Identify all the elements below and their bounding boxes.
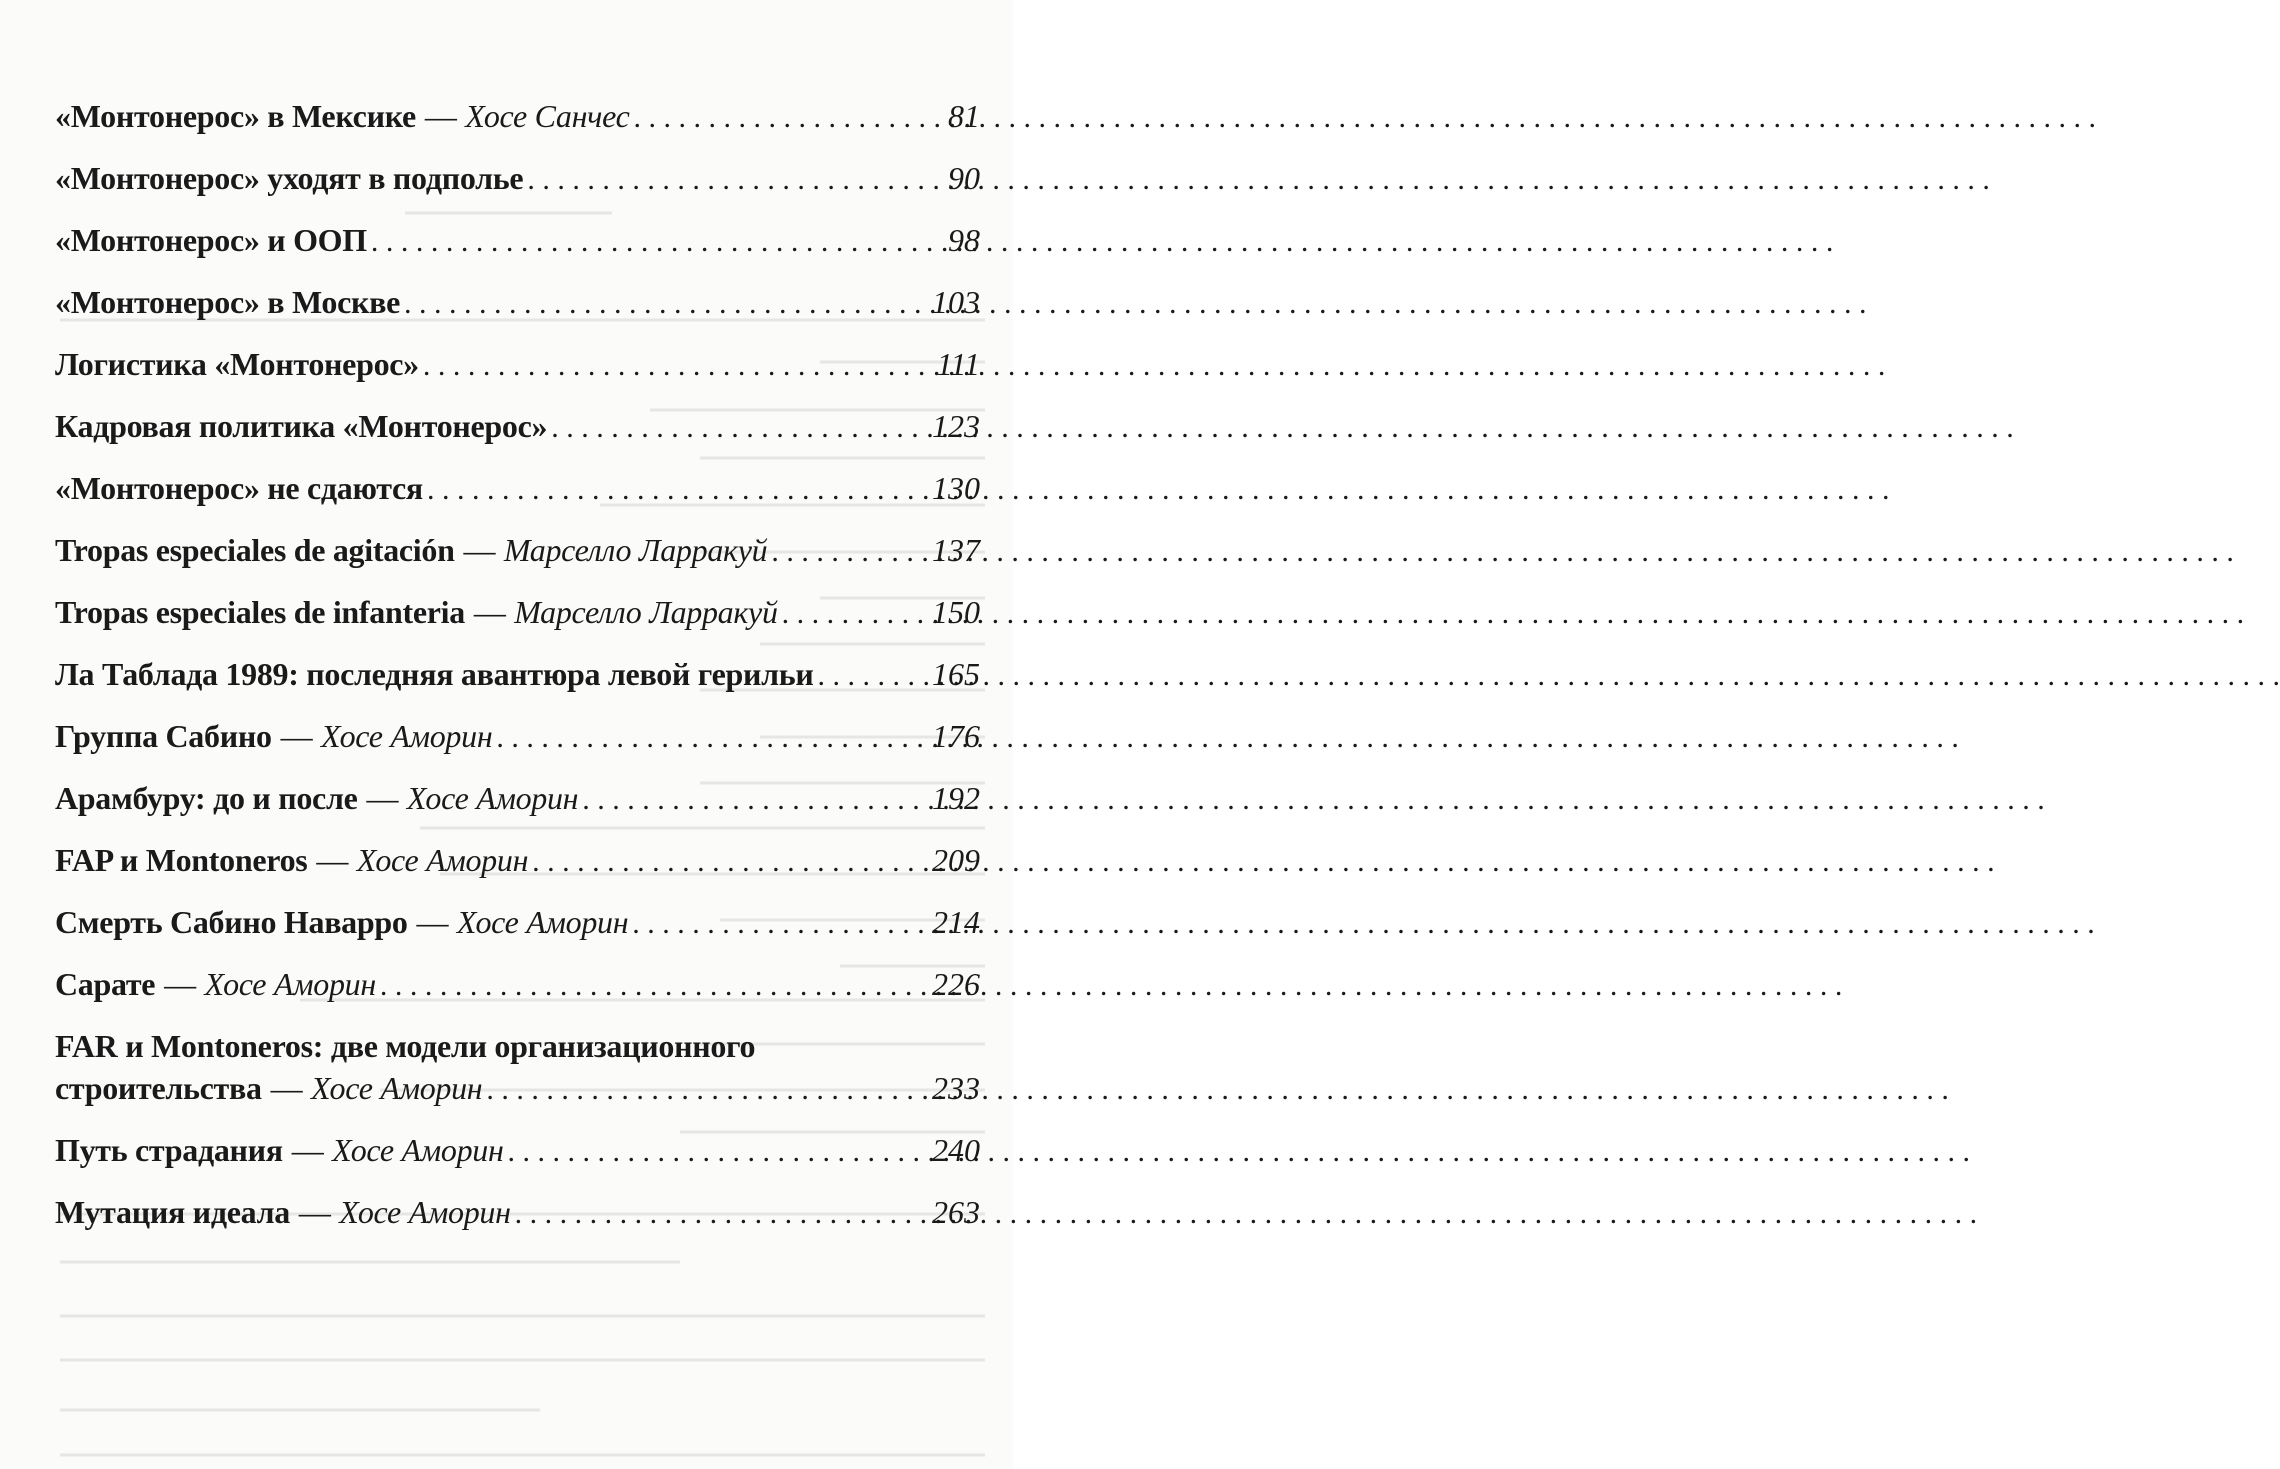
dot-leader bbox=[771, 531, 928, 572]
page-number: 137 bbox=[932, 532, 980, 568]
toc-entry[interactable] bbox=[55, 1026, 980, 1110]
entry-author: Хосе Аморин bbox=[310, 1070, 483, 1106]
page-number: 192 bbox=[932, 780, 980, 816]
entry-title: FAP и Montoneros bbox=[55, 842, 308, 878]
page-number: 90 bbox=[948, 160, 980, 196]
dot-leader bbox=[404, 283, 928, 324]
entry-title: «Монтонерос» и ООП bbox=[55, 222, 367, 258]
dot-leader bbox=[427, 469, 928, 510]
separator: — bbox=[298, 1194, 331, 1230]
separator: — bbox=[416, 904, 448, 940]
separator: — bbox=[473, 594, 506, 630]
entry-author: Хосе Аморин bbox=[332, 1132, 504, 1168]
page-number: 150 bbox=[932, 594, 980, 630]
page-number: 176 bbox=[932, 718, 980, 754]
toc-entry[interactable] bbox=[55, 1130, 980, 1172]
dot-leader bbox=[371, 221, 944, 262]
page-number: 165 bbox=[932, 656, 980, 692]
entry-title-continued: строительства bbox=[55, 1070, 262, 1106]
toc-entry[interactable] bbox=[55, 778, 980, 820]
dot-leader bbox=[423, 345, 933, 386]
entry-title: Смерть Сабино Наварро bbox=[55, 904, 408, 940]
separator: — bbox=[270, 1070, 302, 1106]
page-number: 226 bbox=[932, 966, 980, 1002]
toc-entry[interactable] bbox=[55, 282, 980, 324]
entry-title: «Монтонерос» в Мексике bbox=[55, 98, 416, 134]
dot-leader bbox=[527, 159, 944, 200]
page-number: 111 bbox=[936, 346, 980, 382]
dot-leader bbox=[634, 97, 944, 138]
entry-title: Tropas especiales de infanteria bbox=[55, 594, 465, 630]
toc-entry[interactable] bbox=[55, 716, 980, 758]
separator: — bbox=[424, 98, 457, 134]
entry-title: Мутация идеала bbox=[55, 1194, 290, 1230]
entry-title: «Монтонерос» не сдаются bbox=[55, 470, 423, 506]
entry-author: Хосе Аморин bbox=[356, 842, 529, 878]
page-number: 81 bbox=[948, 98, 980, 134]
book-page bbox=[0, 0, 1013, 1469]
table-of-contents bbox=[55, 96, 980, 1254]
toc-entry[interactable] bbox=[55, 592, 980, 634]
page-number: 240 bbox=[932, 1132, 980, 1168]
page-number: 233 bbox=[932, 1070, 980, 1106]
entry-title: «Монтонерос» в Москве bbox=[55, 284, 401, 320]
dot-leader bbox=[532, 841, 928, 882]
entry-title: «Монтонерос» уходят в подполье bbox=[55, 160, 524, 196]
page-number: 263 bbox=[932, 1194, 980, 1230]
page-number: 209 bbox=[932, 842, 980, 878]
separator: — bbox=[291, 1132, 324, 1168]
page-number: 214 bbox=[932, 904, 980, 940]
toc-entry[interactable] bbox=[55, 96, 980, 138]
dot-leader bbox=[496, 717, 928, 758]
dot-leader bbox=[632, 903, 928, 944]
toc-entry[interactable] bbox=[55, 344, 980, 386]
toc-entry[interactable] bbox=[55, 406, 980, 448]
entry-title: Ла Таблада 1989: последняя авантюра левой герильи bbox=[55, 656, 814, 692]
toc-entry[interactable] bbox=[55, 220, 980, 262]
separator: — bbox=[164, 966, 196, 1002]
entry-author: Хосе Аморин bbox=[406, 780, 579, 816]
dot-leader bbox=[515, 1193, 928, 1234]
entry-title: Tropas especiales de agitación bbox=[55, 532, 455, 568]
entry-title: FAR и Montoneros: две модели организационного bbox=[55, 1028, 756, 1064]
separator: — bbox=[316, 842, 348, 878]
separator: — bbox=[463, 532, 495, 568]
entry-title: Арамбуру: до и после bbox=[55, 780, 358, 816]
entry-author: Хосе Аморин bbox=[204, 966, 376, 1002]
entry-author: Хосе Аморин bbox=[456, 904, 629, 940]
entry-title: Сарате bbox=[55, 966, 156, 1002]
entry-title: Путь страдания bbox=[55, 1132, 283, 1168]
toc-entry[interactable] bbox=[55, 902, 980, 944]
separator: — bbox=[280, 718, 313, 754]
entry-author: Хосе Санчес bbox=[465, 98, 630, 134]
page-number: 98 bbox=[948, 222, 980, 258]
separator: — bbox=[366, 780, 398, 816]
toc-entry[interactable] bbox=[55, 468, 980, 510]
toc-entry[interactable] bbox=[55, 158, 980, 200]
dot-leader bbox=[508, 1131, 928, 1172]
dot-leader bbox=[551, 407, 928, 448]
dot-leader bbox=[486, 1069, 928, 1110]
entry-author: Марселло Ларракуй bbox=[503, 532, 768, 568]
toc-entry[interactable] bbox=[55, 530, 980, 572]
entry-title: Логистика «Монтонерос» bbox=[55, 346, 419, 382]
toc-entry[interactable] bbox=[55, 964, 980, 1006]
toc-entry[interactable] bbox=[55, 840, 980, 882]
entry-title: Кадровая политика «Монтонерос» bbox=[55, 408, 548, 444]
entry-author: Марселло Ларракуй bbox=[514, 594, 778, 630]
dot-leader bbox=[782, 593, 928, 634]
page-number: 103 bbox=[932, 284, 980, 320]
dot-leader bbox=[582, 779, 928, 820]
page-number: 130 bbox=[932, 470, 980, 506]
entry-author: Хосе Аморин bbox=[339, 1194, 511, 1230]
page-number: 123 bbox=[932, 408, 980, 444]
toc-entry[interactable] bbox=[55, 1192, 980, 1234]
entry-title: Группа Сабино bbox=[55, 718, 272, 754]
toc-entry[interactable] bbox=[55, 654, 980, 696]
dot-leader bbox=[818, 655, 928, 696]
dot-leader bbox=[380, 965, 928, 1006]
entry-author: Хосе Аморин bbox=[320, 718, 493, 754]
